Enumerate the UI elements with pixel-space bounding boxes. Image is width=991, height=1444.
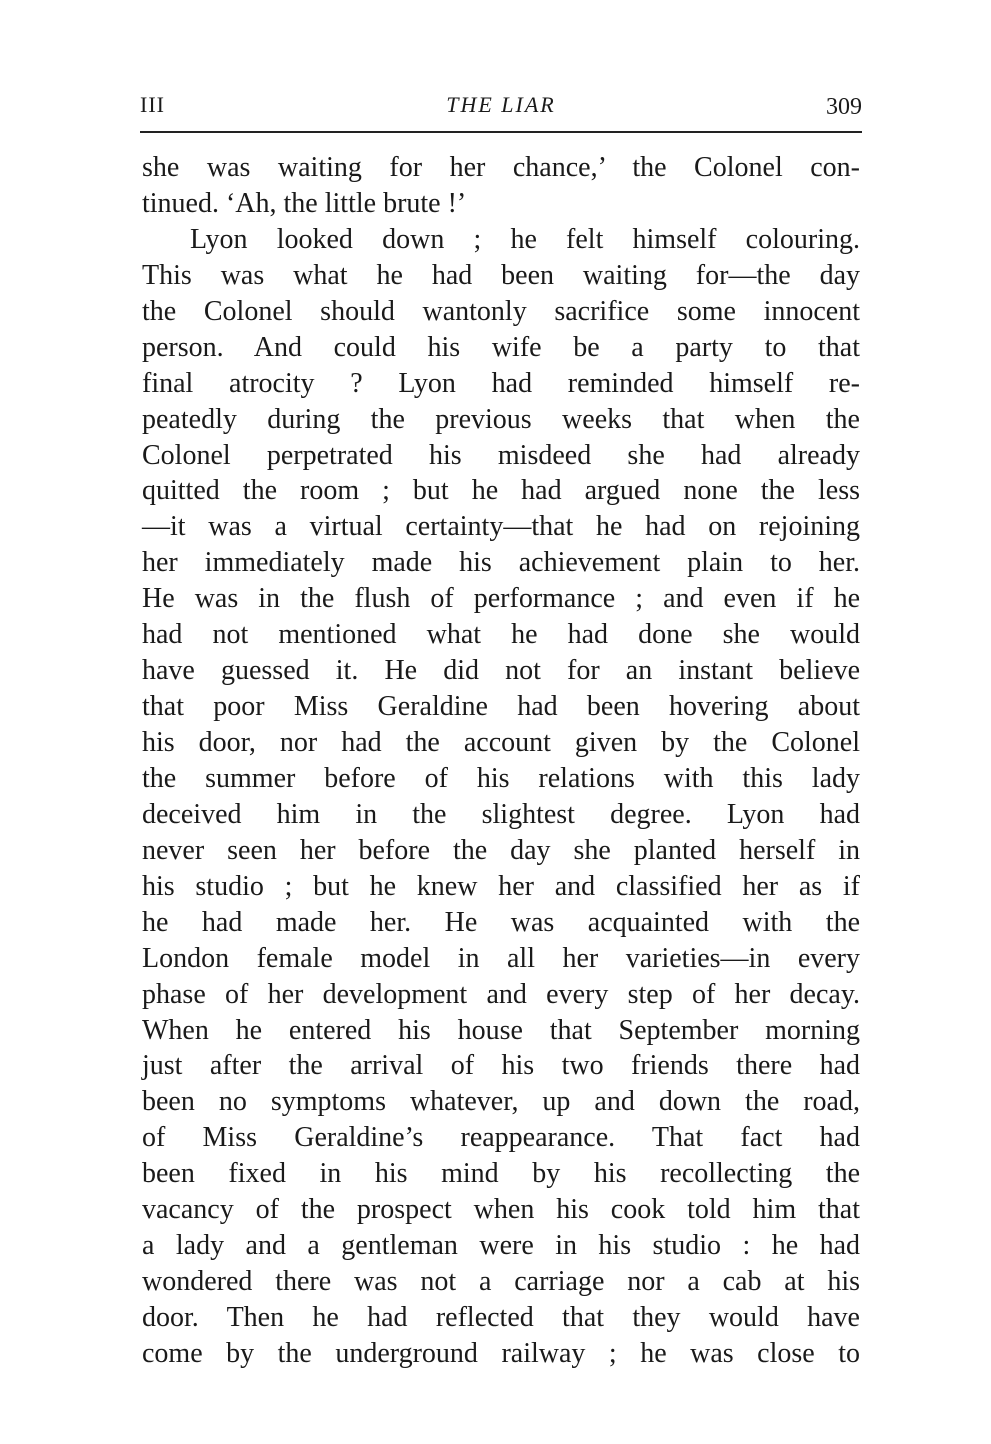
text-line: just after the arrival of his two friends there had [142,1050,860,1082]
page-number: 309 [826,94,862,120]
text-line: deceived him in the slightest degree. Lyon had [142,798,860,830]
running-header [140,84,862,124]
text-line: vacancy of the prospect when his cook told him that [142,1194,860,1226]
text-line: wondered there was not a carriage nor a cab at his [142,1266,860,1298]
text-line: been no symptoms whatever, up and down the road, [142,1086,860,1118]
text-line: her immediately made his achievement plain to her. [142,547,860,579]
text-line: This was what he had been waiting for—the day [142,259,860,291]
body-text [142,150,860,1372]
text-line: final atrocity ? Lyon had reminded himself re- [142,367,860,399]
text-line: the Colonel should wantonly sacrifice some innocent [142,295,860,327]
text-line: —it was a virtual certainty—that he had on rejoining [142,511,860,543]
text-line: been fixed in his mind by his recollecting the [142,1158,860,1190]
text-line: He was in the flush of performance ; and even if he [142,583,860,615]
header-rule [140,131,862,133]
text-line: have guessed it. He did not for an instant believe [142,655,860,687]
text-line: of Miss Geraldine’s reappearance. That fact had [142,1122,860,1154]
text-line: When he entered his house that September morning [142,1014,860,1046]
text-line: come by the underground railway ; he was close to [142,1337,860,1369]
text-line: tinued. ‘Ah, the little brute !’ [142,187,467,219]
text-line: person. And could his wife be a party to that [142,331,860,363]
text-line: a lady and a gentleman were in his studio : he had [142,1230,860,1262]
text-line: peatedly during the previous weeks that when the [142,403,860,435]
text-line: phase of her development and every step of her decay. [142,978,860,1010]
text-line: his door, nor had the account given by the Colonel [142,727,860,758]
text-line: London female model in all her varieties—in every [142,942,860,974]
text-line: had not mentioned what he had done she would [142,619,860,651]
text-line: that poor Miss Geraldine had been hovering about [142,691,860,723]
text-line: he had made her. He was acquainted with the [142,906,860,938]
text-line: never seen her before the day she planted herself in [142,834,860,866]
text-line: quitted the room ; but he had argued none the less [142,475,860,507]
chapter-number: III [140,92,165,117]
running-title: THE LIAR [446,92,556,117]
text-line: door. Then he had reflected that they would have [142,1302,860,1333]
text-line: his studio ; but he knew her and classified her as if [142,870,860,902]
text-line: Colonel perpetrated his misdeed she had already [142,439,860,471]
text-line: Lyon looked down ; he felt himself colouring. [190,223,860,255]
text-line: the summer before of his relations with this lady [142,762,860,794]
text-line: she was waiting for her chance,’ the Colonel con- [142,152,860,183]
